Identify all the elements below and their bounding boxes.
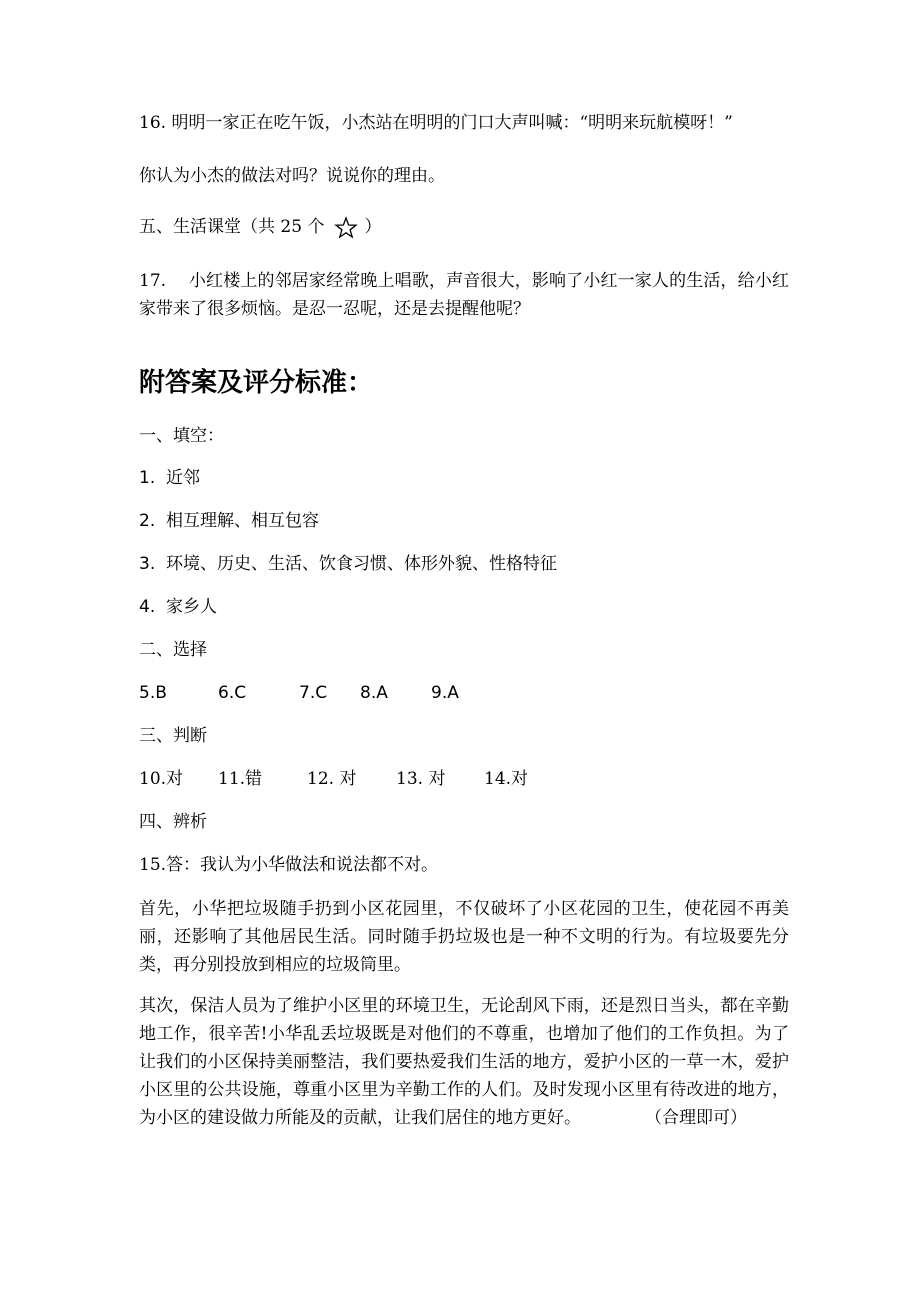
choice-answer: 9.A xyxy=(431,683,459,703)
answer-number: 3. xyxy=(139,554,156,574)
section-5-prefix: 五、生活课堂（共 25 个 xyxy=(139,217,325,237)
choice-answer: 8.A xyxy=(360,683,388,703)
answer-paragraph-1: 首先，小华把垃圾随手扔到小区花园里，不仅破坏了小区花园的卫生，使花园不再美丽，还影响了其他居民生活。同时随手扔垃圾也是一种不文明的行为。有垃圾要先分类，再分别投放到相应的垃圾筒里。 xyxy=(139,899,789,975)
section-5-suffix: ） xyxy=(364,217,382,237)
question-17: 17. 小红楼上的邻居家经常晚上唱歌，声音很大，影响了小红一家人的生活，给小红家带来了很多烦恼。是忍一忍呢，还是去提醒他呢？ xyxy=(139,271,789,319)
choice-answer: 7.C xyxy=(299,683,328,703)
answer-paragraph-2 xyxy=(139,992,789,1132)
choice-answer: 5.B xyxy=(139,683,167,703)
answer-text: 相互理解、相互包容 xyxy=(166,511,320,531)
answers-heading: 附答案及评分标准： xyxy=(139,368,374,398)
part-1-title: 一、填空： xyxy=(139,426,224,446)
answer-number: 4. xyxy=(139,597,156,617)
answer-text: 环境、历史、生活、饮食习惯、体形外貌、性格特征 xyxy=(166,554,558,574)
answer-item xyxy=(139,510,319,532)
answer-number: 1. xyxy=(139,468,156,488)
choice-answer: 6.C xyxy=(218,683,247,703)
section-5-title xyxy=(139,216,381,240)
star-outline-icon xyxy=(334,216,358,240)
judgement-answer: 13. 对 xyxy=(396,769,446,789)
judgement-answer: 12. 对 xyxy=(307,769,357,789)
part-3-title: 三、判断 xyxy=(139,726,207,746)
answer-paragraph-2-text: 其次，保洁人员为了维护小区里的环境卫生，无论刮风下雨，还是烈日当头，都在辛勤地工作，很辛苦!小华乱丢垃圾既是对他们的不尊重，也增加了他们的工作负担。为了让我们的小区保持美丽整洁，我们要热爱我们生活的地方，爱护小区的一草一木，爱护小区里的公共设施，尊重小区里为辛勤工作的人们。及时发现小区里有待改进的地方，为小区的建设做力所能及的贡献，让我们居住的地方更好。 xyxy=(139,996,789,1128)
question-15-answer: 15.答：我认为小华做法和说法都不对。 xyxy=(139,855,439,875)
answer-item xyxy=(139,596,217,618)
judgement-answer: 10.对 xyxy=(139,769,184,789)
answer-item xyxy=(139,553,557,575)
judgement-answer: 11.错 xyxy=(218,769,263,789)
question-16-line-2: 你认为小杰的做法对吗？说说你的理由。 xyxy=(139,166,445,186)
answer-item xyxy=(139,467,200,489)
note-reasonable: （合理即可） xyxy=(645,1108,747,1128)
judgement-answer: 14.对 xyxy=(484,769,529,789)
answer-text: 近邻 xyxy=(166,468,201,488)
part-4-title: 四、辨析 xyxy=(139,812,207,832)
question-16-line-1: 16. 明明一家正在吃午饭，小杰站在明明的门口大声叫喊：“明明来玩航模呀！” xyxy=(139,113,733,133)
part-2-title: 二、选择 xyxy=(139,640,207,660)
answer-number: 2. xyxy=(139,511,156,531)
answer-text: 家乡人 xyxy=(166,597,218,617)
